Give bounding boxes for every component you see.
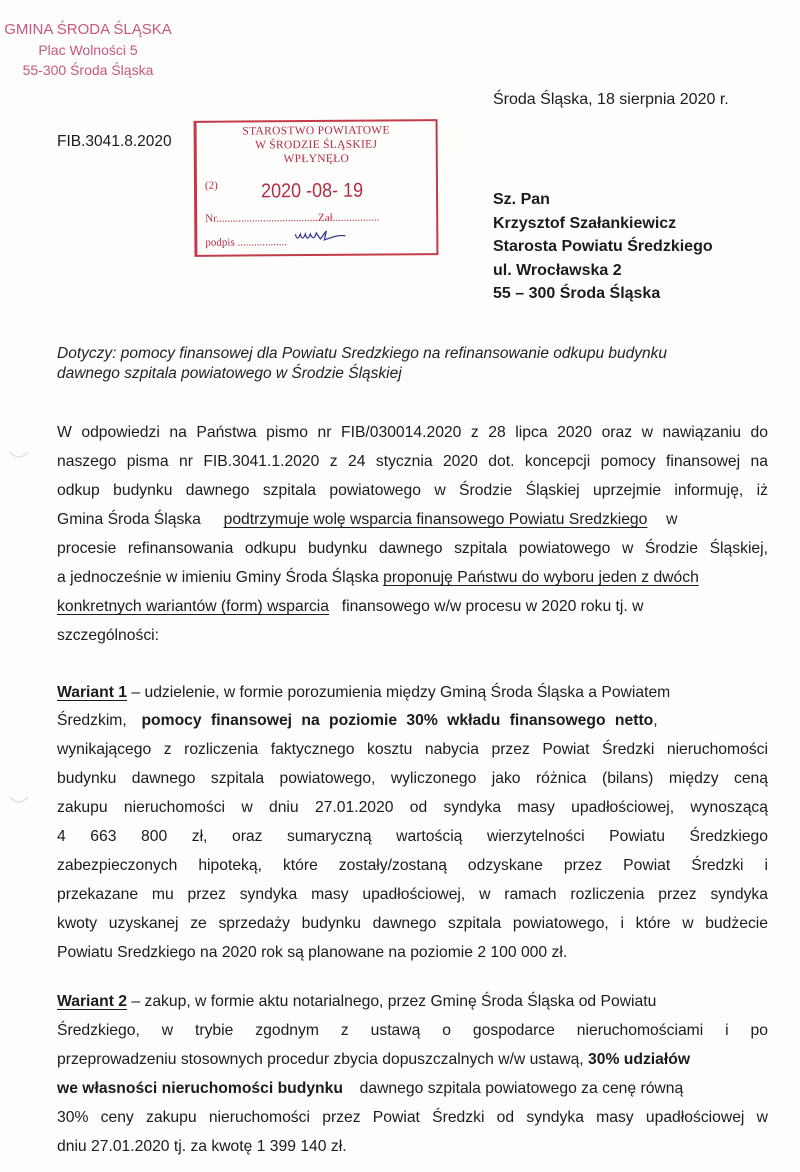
wariant2-line: dniu 27.01.2020 tj. za kwotę 1 399 140 zł. <box>57 1138 347 1155</box>
sender-address-stamp <box>4 20 172 80</box>
wariant1-line: przekazane mu przez syndyka masy upadłościowej, w ramach rozliczenia przez syndyka <box>57 886 768 903</box>
wariant2-line <box>57 1050 768 1070</box>
wariant1-text: Średzkim, <box>57 712 127 729</box>
intro-text: w <box>666 511 678 528</box>
recipient-address <box>493 188 713 306</box>
sender-postal: 55-300 Środa Śląska <box>22 62 154 78</box>
intro-line <box>57 597 768 617</box>
intro-line: procesie refinansowania odkupu budynku dawnego szpitala powiatowego w Środzie Śląskiej, <box>57 540 768 557</box>
punch-hole-mark <box>8 450 30 462</box>
stamp-signature <box>293 228 353 244</box>
wariant2-line: Średzkiego, w trybie zgodnym z ustawą o gospodarce nieruchomościami i po <box>57 1022 768 1039</box>
intro-line: naszego pisma nr FIB.3041.1.2020 z 24 stycznia 2020 dot. koncepcji pomocy finansowej na <box>57 453 768 470</box>
subject <box>57 344 757 384</box>
wariant1-text: , <box>653 712 658 729</box>
wariant1-label: Wariant 1 <box>57 684 128 701</box>
intro-line: odkup budynku dawnego szpitala powiatowego w Środzie Śląskiej uprzejmie informuję, iż <box>57 482 768 499</box>
wariant2-line <box>57 1079 768 1099</box>
intro-emphasis: podtrzymuje wolę wsparcia finansowego Powiatu Sredzkiego <box>223 511 648 528</box>
wariant1-line <box>57 711 768 731</box>
received-stamp <box>194 119 439 257</box>
stamp-received-label: WPŁYNĘŁO <box>283 152 350 166</box>
recipient-name: Krzysztof Szałankiewicz <box>493 214 677 232</box>
letter-date: Środa Śląska, 18 sierpnia 2020 r. <box>493 91 729 108</box>
stamp-office: STAROSTWO POWIATOWE <box>242 124 390 138</box>
wariant2-label: Wariant 2 <box>57 993 128 1010</box>
wariant1-line: kwoty uzyskanej ze sprzedaży budynku dawnego szpitala powiatowego, i które w budżecie <box>57 915 768 932</box>
wariant2-line: 30% ceny zakupu nieruchomości przez Powiat Średzki od syndyka masy upadłościowej w <box>57 1109 768 1126</box>
recipient-salutation: Sz. Pan <box>493 191 550 208</box>
wariant2-text: przeprowadzeniu stosownych procedur zbycia dopuszczalnych w/w ustawą, <box>57 1051 584 1068</box>
wariant2-emphasis: we własności nieruchomości budynku <box>57 1080 343 1097</box>
subject-line-2: dawnego szpitala powiatowego w Środzie Śląskiej <box>57 365 402 382</box>
wariant2-text: – zakup, w formie aktu notarialnego, przez Gminę Środa Śląska od Powiatu <box>131 993 657 1010</box>
stamp-nr-line: Nr.....................................Zał................. <box>205 211 380 225</box>
recipient-title: Starosta Powiatu Średzkiego <box>493 238 713 255</box>
sender-name: GMINA ŚRODA ŚLĄSKA <box>4 21 172 38</box>
wariant1-line: wynikającego z rozliczenia faktycznego kosztu nabycia przez Powiat Średzki nieruchomości <box>57 741 768 758</box>
wariant1-text: – udzielenie, w formie porozumienia między Gminą Środa Śląska a Powiatem <box>131 684 671 701</box>
wariant2-emphasis: 30% udziałów <box>588 1051 691 1068</box>
wariant1-line: 4 663 800 zł, oraz sumaryczną wartością wierzytelności Powiatu Średzkiego <box>57 828 768 845</box>
intro-line: szczególności: <box>57 627 160 644</box>
wariant1-line: zabezpieczonych hipoteką, które zostały/zostaną odzyskane przez Powiat Średzki i <box>57 857 768 874</box>
punch-hole-mark <box>8 795 30 807</box>
intro-line <box>57 510 768 530</box>
wariant1-emphasis: pomocy finansowej na poziomie 30% wkładu finansowego netto <box>141 712 654 729</box>
wariant1-line: zakupu nieruchomości w dniu 27.01.2020 od syndyka masy upadłościowej, wynoszącą <box>57 799 768 816</box>
intro-line <box>57 568 768 588</box>
intro-text: a jednocześnie w imieniu Gminy Środa Śląska <box>57 569 379 586</box>
wariant1-line: Powiatu Sredzkiego na 2020 rok są planowane na poziomie 2 100 000 zł. <box>57 944 568 961</box>
stamp-signature-line: podpis .................. <box>205 236 288 249</box>
intro-text: Gmina Środa Śląska <box>57 511 201 528</box>
reference-number: FIB.3041.8.2020 <box>57 133 172 150</box>
wariant1-line <box>57 683 768 703</box>
subject-line-1: Dotyczy: pomocy finansowej dla Powiatu Sredzkiego na refinansowanie odkupu budynku <box>57 345 668 362</box>
stamp-header <box>203 123 430 167</box>
stamp-city: W ŚRODZIE ŚLĄSKIEJ <box>255 138 378 152</box>
recipient-street: ul. Wrocławska 2 <box>493 261 622 279</box>
stamp-number: (2) <box>204 179 218 192</box>
wariant2-line <box>57 992 768 1012</box>
intro-emphasis: konkretnych wariantów (form) wsparcia <box>57 598 330 615</box>
stamp-date: 2020 -08- 19 <box>260 179 364 203</box>
sender-street: Plac Wolności 5 <box>38 42 138 58</box>
intro-line: W odpowiedzi na Państwa pismo nr FIB/030014.2020 z 28 lipca 2020 oraz w nawiązaniu do <box>57 424 768 441</box>
intro-text: finansowego w/w procesu w 2020 roku tj. w <box>341 598 644 615</box>
intro-emphasis: proponuję Państwu do wyboru jeden z dwóch <box>383 569 699 586</box>
wariant1-line: budynku dawnego szpitala powiatowego, wyliczonego jako różnica (bilans) między ceną <box>57 770 768 787</box>
wariant2-text: dawnego szpitala powiatowego za cenę równą <box>359 1080 684 1097</box>
recipient-postal: 55 – 300 Środa Śląska <box>493 285 661 302</box>
